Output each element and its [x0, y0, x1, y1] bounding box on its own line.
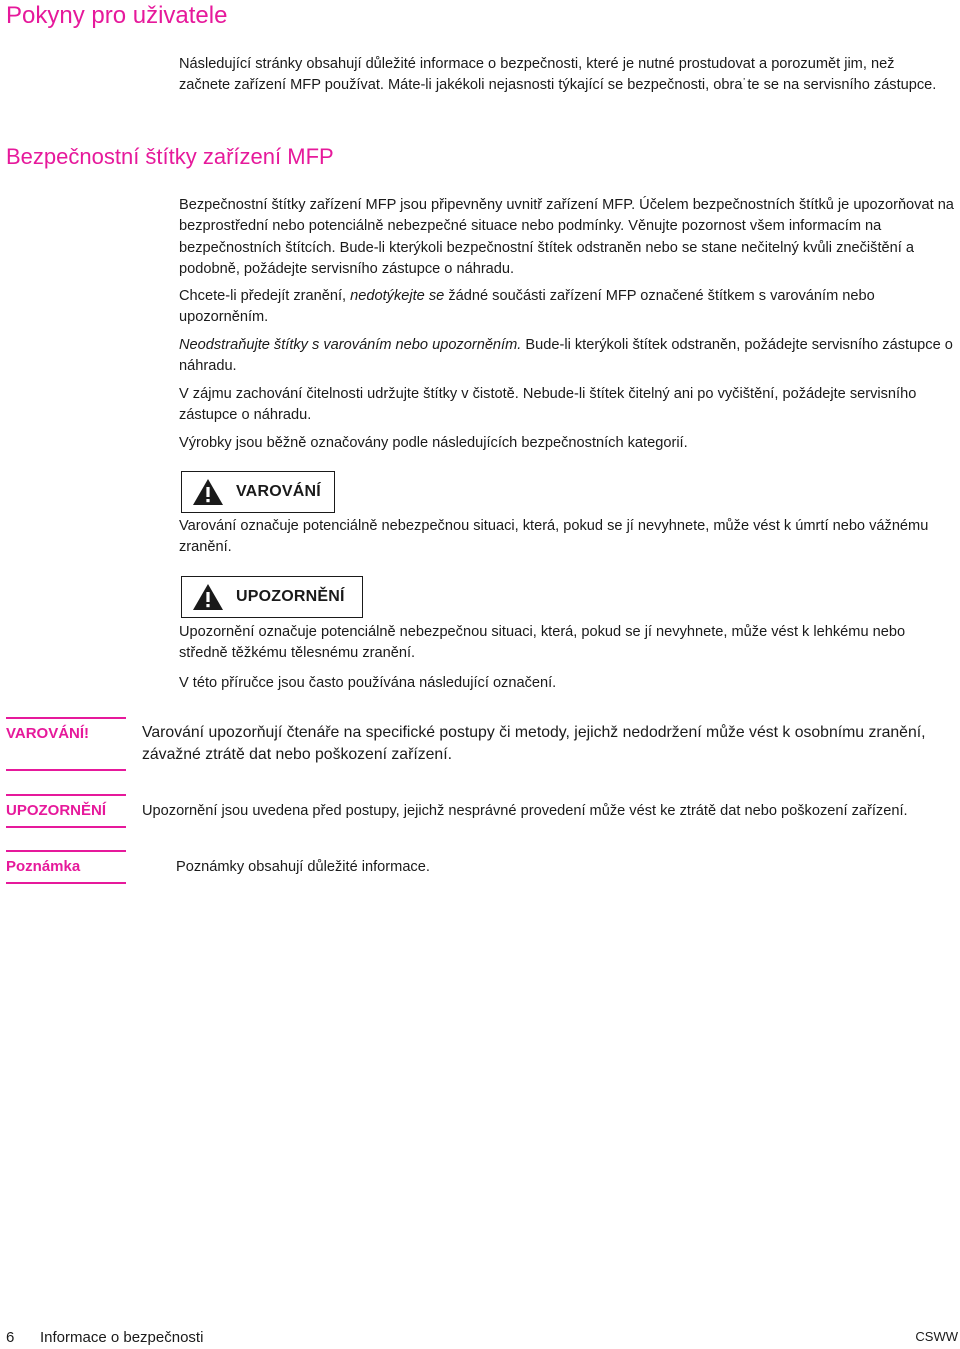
- note-text-caution: Upozornění jsou uvedena před postupy, jejichž nesprávné provedení může vést ke ztrátě dat nebo poškození zařízení.: [142, 803, 908, 819]
- footer-title: Informace o bezpečnosti: [40, 1329, 204, 1346]
- note-tag-note: [6, 850, 126, 884]
- do-not-touch-emphasis: nedotýkejte se: [350, 288, 445, 304]
- caution-label-box: [181, 576, 363, 618]
- note-tag-warning: [6, 717, 126, 769]
- do-not-touch-paragraph: [179, 286, 954, 329]
- footer-code: CSWW: [915, 1329, 958, 1344]
- do-not-touch-pre: Chcete-li předejít zranění,: [179, 288, 351, 304]
- section-title: Bezpečnostní štítky zařízení MFP: [6, 144, 334, 169]
- warning-label-text: VAROVÁNÍ: [236, 483, 321, 500]
- page-number: 6: [6, 1329, 15, 1346]
- warning-label-box: [181, 471, 335, 513]
- caution-description: Upozornění označuje potenciálně nebezpečnou situaci, která, pokud se jí nevyhnete, může vést k lehkému nebo středně těžkému tělesnému zranění.: [179, 624, 906, 662]
- note-text-warning: Varování upozorňují čtenáře na specifické postupy či metody, jejichž nedodržení může vést k osobnímu zranění, závažné ztrátě dat nebo poškození zařízení.: [142, 724, 926, 763]
- note-tag-caution-underline: [6, 826, 126, 828]
- do-not-remove-post: Bude-li kterýkoli štítek odstraněn, požádejte servisního zástupce o náhradu.: [179, 337, 953, 375]
- caution-label-text: UPOZORNĚNÍ: [236, 588, 345, 605]
- note-tag-caution-text: UPOZORNĚNÍ: [6, 802, 107, 819]
- note-tag-warning-text: VAROVÁNÍ!: [6, 725, 90, 742]
- note-tag-caution: [6, 794, 126, 828]
- intro-paragraph: Následující stránky obsahují důležité informace o bezpečnosti, které je nutné prostudovat a porozumět jim, než začnete zařízení MFP používat. Máte-li jakékoli nejasnosti týkající se bezpečnosti, obra˙te se na servisního zástupce.: [179, 56, 937, 94]
- do-not-remove-emphasis: Neodstraňujte štítky s varováním nebo upozorněním.: [179, 337, 522, 353]
- warning-description: Varování označuje potenciálně nebezpečnou situaci, která, pokud se jí nevyhnete, může vést k úmrtí nebo vážnému zranění.: [179, 518, 929, 556]
- do-not-remove-paragraph: [179, 335, 954, 378]
- note-tag-warning-underline: [6, 769, 126, 771]
- keep-clean-paragraph: V zájmu zachování čitelnosti udržujte štítky v čistotě. Nebude-li štítek čitelný ani po vyčištění, požádejte servisního zástupce o náhradu.: [179, 386, 917, 424]
- note-tag-note-underline: [6, 882, 126, 884]
- do-not-touch-post: žádné součásti zařízení MFP označené štítkem s varováním nebo upozorněním.: [179, 288, 875, 326]
- labels-paragraph: Bezpečnostní štítky zařízení MFP jsou připevněny uvnitř zařízení MFP. Účelem bezpečnostních štítků je upozorňovat na bezprostřední nebo potenciálně nebezpečné situace nebo podmínky. Věnujte pozornost všem informacím na bezpečnostních štítcích. Bude-li kterýkoli bezpečnostní štítek odstraněn nebo se stane nečitelný kvůli znečištění a podobně, požádejte servisního zástupce o náhradu.: [179, 197, 954, 277]
- conventions-paragraph: V této příručce jsou často používána následující označení.: [179, 675, 557, 691]
- categories-paragraph: Výrobky jsou běžně označovány podle následujících bezpečnostních kategorií.: [179, 435, 688, 451]
- caution-triangle-icon: [192, 583, 224, 611]
- page-title: Pokyny pro uživatele: [6, 2, 228, 29]
- warning-triangle-icon: [192, 478, 224, 506]
- note-text-note: Poznámky obsahují důležité informace.: [176, 859, 430, 875]
- note-tag-note-text: Poznámka: [6, 858, 81, 875]
